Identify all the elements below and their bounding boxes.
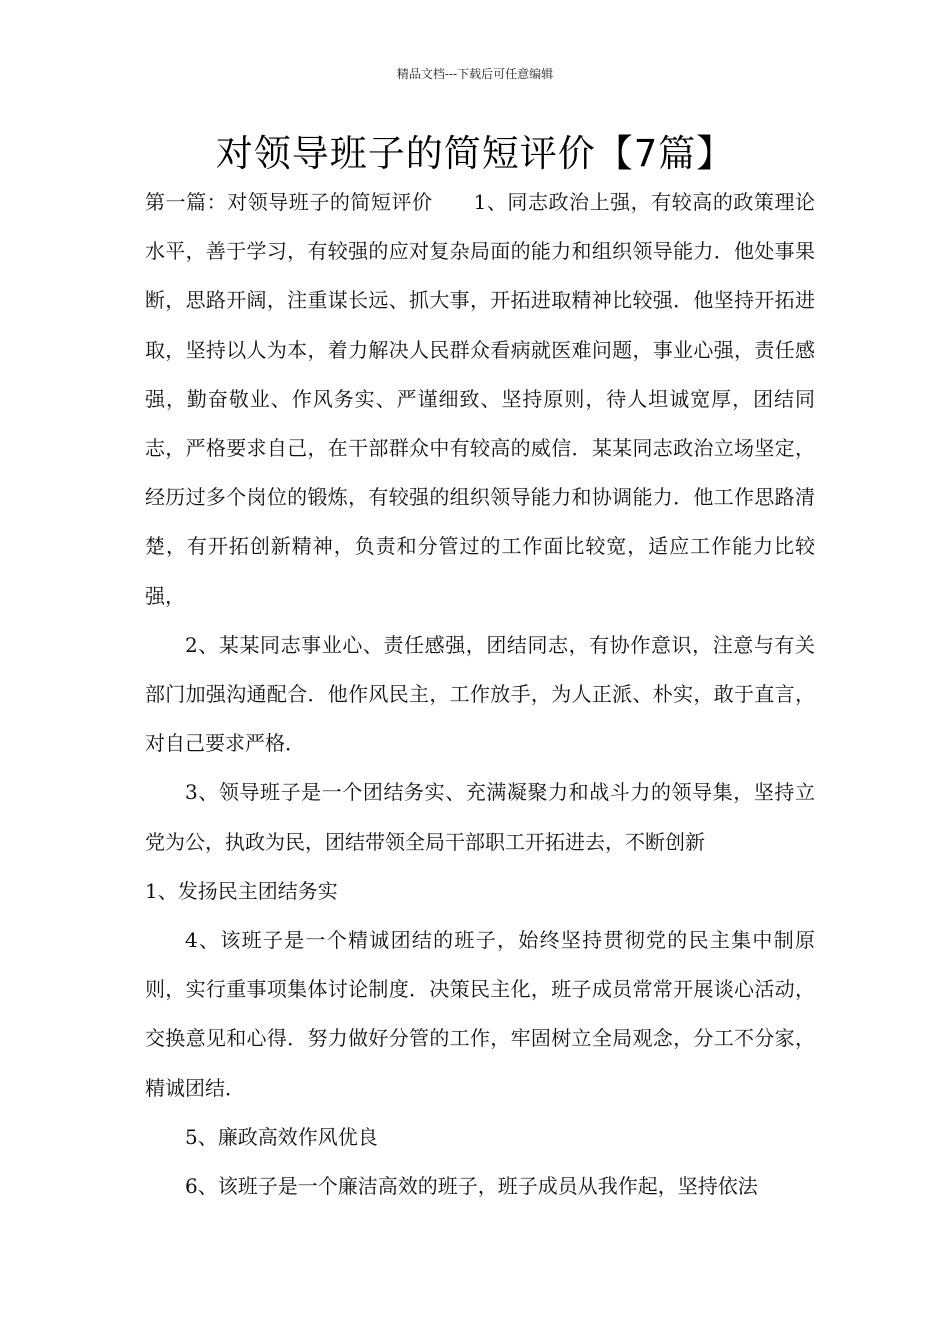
paragraph-7: 6、该班子是一个廉洁高效的班子，班子成员从我作起，坚持依法 <box>185 1174 758 1199</box>
header-note: 精品文档---下载后可任意编辑 <box>396 67 554 81</box>
paragraph-4: 1、发扬民主团结务实 <box>145 878 338 903</box>
document-body <box>145 178 815 1211</box>
paragraph-6: 5、廉政高效作风优良 <box>185 1124 378 1149</box>
paragraph-2: 2、某某同志事业心、责任感强，团结同志，有协作意识，注意与有关部门加强沟通配合．他作风民主，工作放手，为人正派、朴实，敢于直言，对自己要求严格． <box>145 632 815 756</box>
paragraph-5: 4、该班子是一个精诚团结的班子，始终坚持贯彻党的民主集中制原则，实行重事项集体讨论制度．决策民主化，班子成员常常开展谈心活动，交换意见和心得．努力做好分管的工作，牢固树立全局观念，分工不分家，精诚团结． <box>145 928 815 1100</box>
paragraph-1: 第一篇：对领导班子的简短评价 1、同志政治上强，有较高的政策理论水平，善于学习，有较强的应对复杂局面的能力和组织领导能力．他处事果断，思路开阔，注重谋长远、抓大事，开拓进取精神比较强．他坚持开拓进取，坚持以人为本，着力解决人民群众看病就医难问题，事业心强，责任感强，勤奋敬业、作风务实、严谨细致、坚持原则，待人坦诚宽厚，团结同志，严格要求自己，在干部群众中有较高的威信．某某同志政治立场坚定，经历过多个岗位的锻炼，有较强的组织领导能力和协调能力．他工作思路清楚，有开拓创新精神，负责和分管过的工作面比较宽，适应工作能力比较强， <box>145 190 815 608</box>
paragraph-3: 3、领导班子是一个团结务实、充满凝聚力和战斗力的领导集，坚持立党为公，执政为民，团结带领全局干部职工开拓进去，不断创新 <box>145 780 815 854</box>
document-title: 对领导班子的简短评价【7篇】 <box>215 132 735 175</box>
